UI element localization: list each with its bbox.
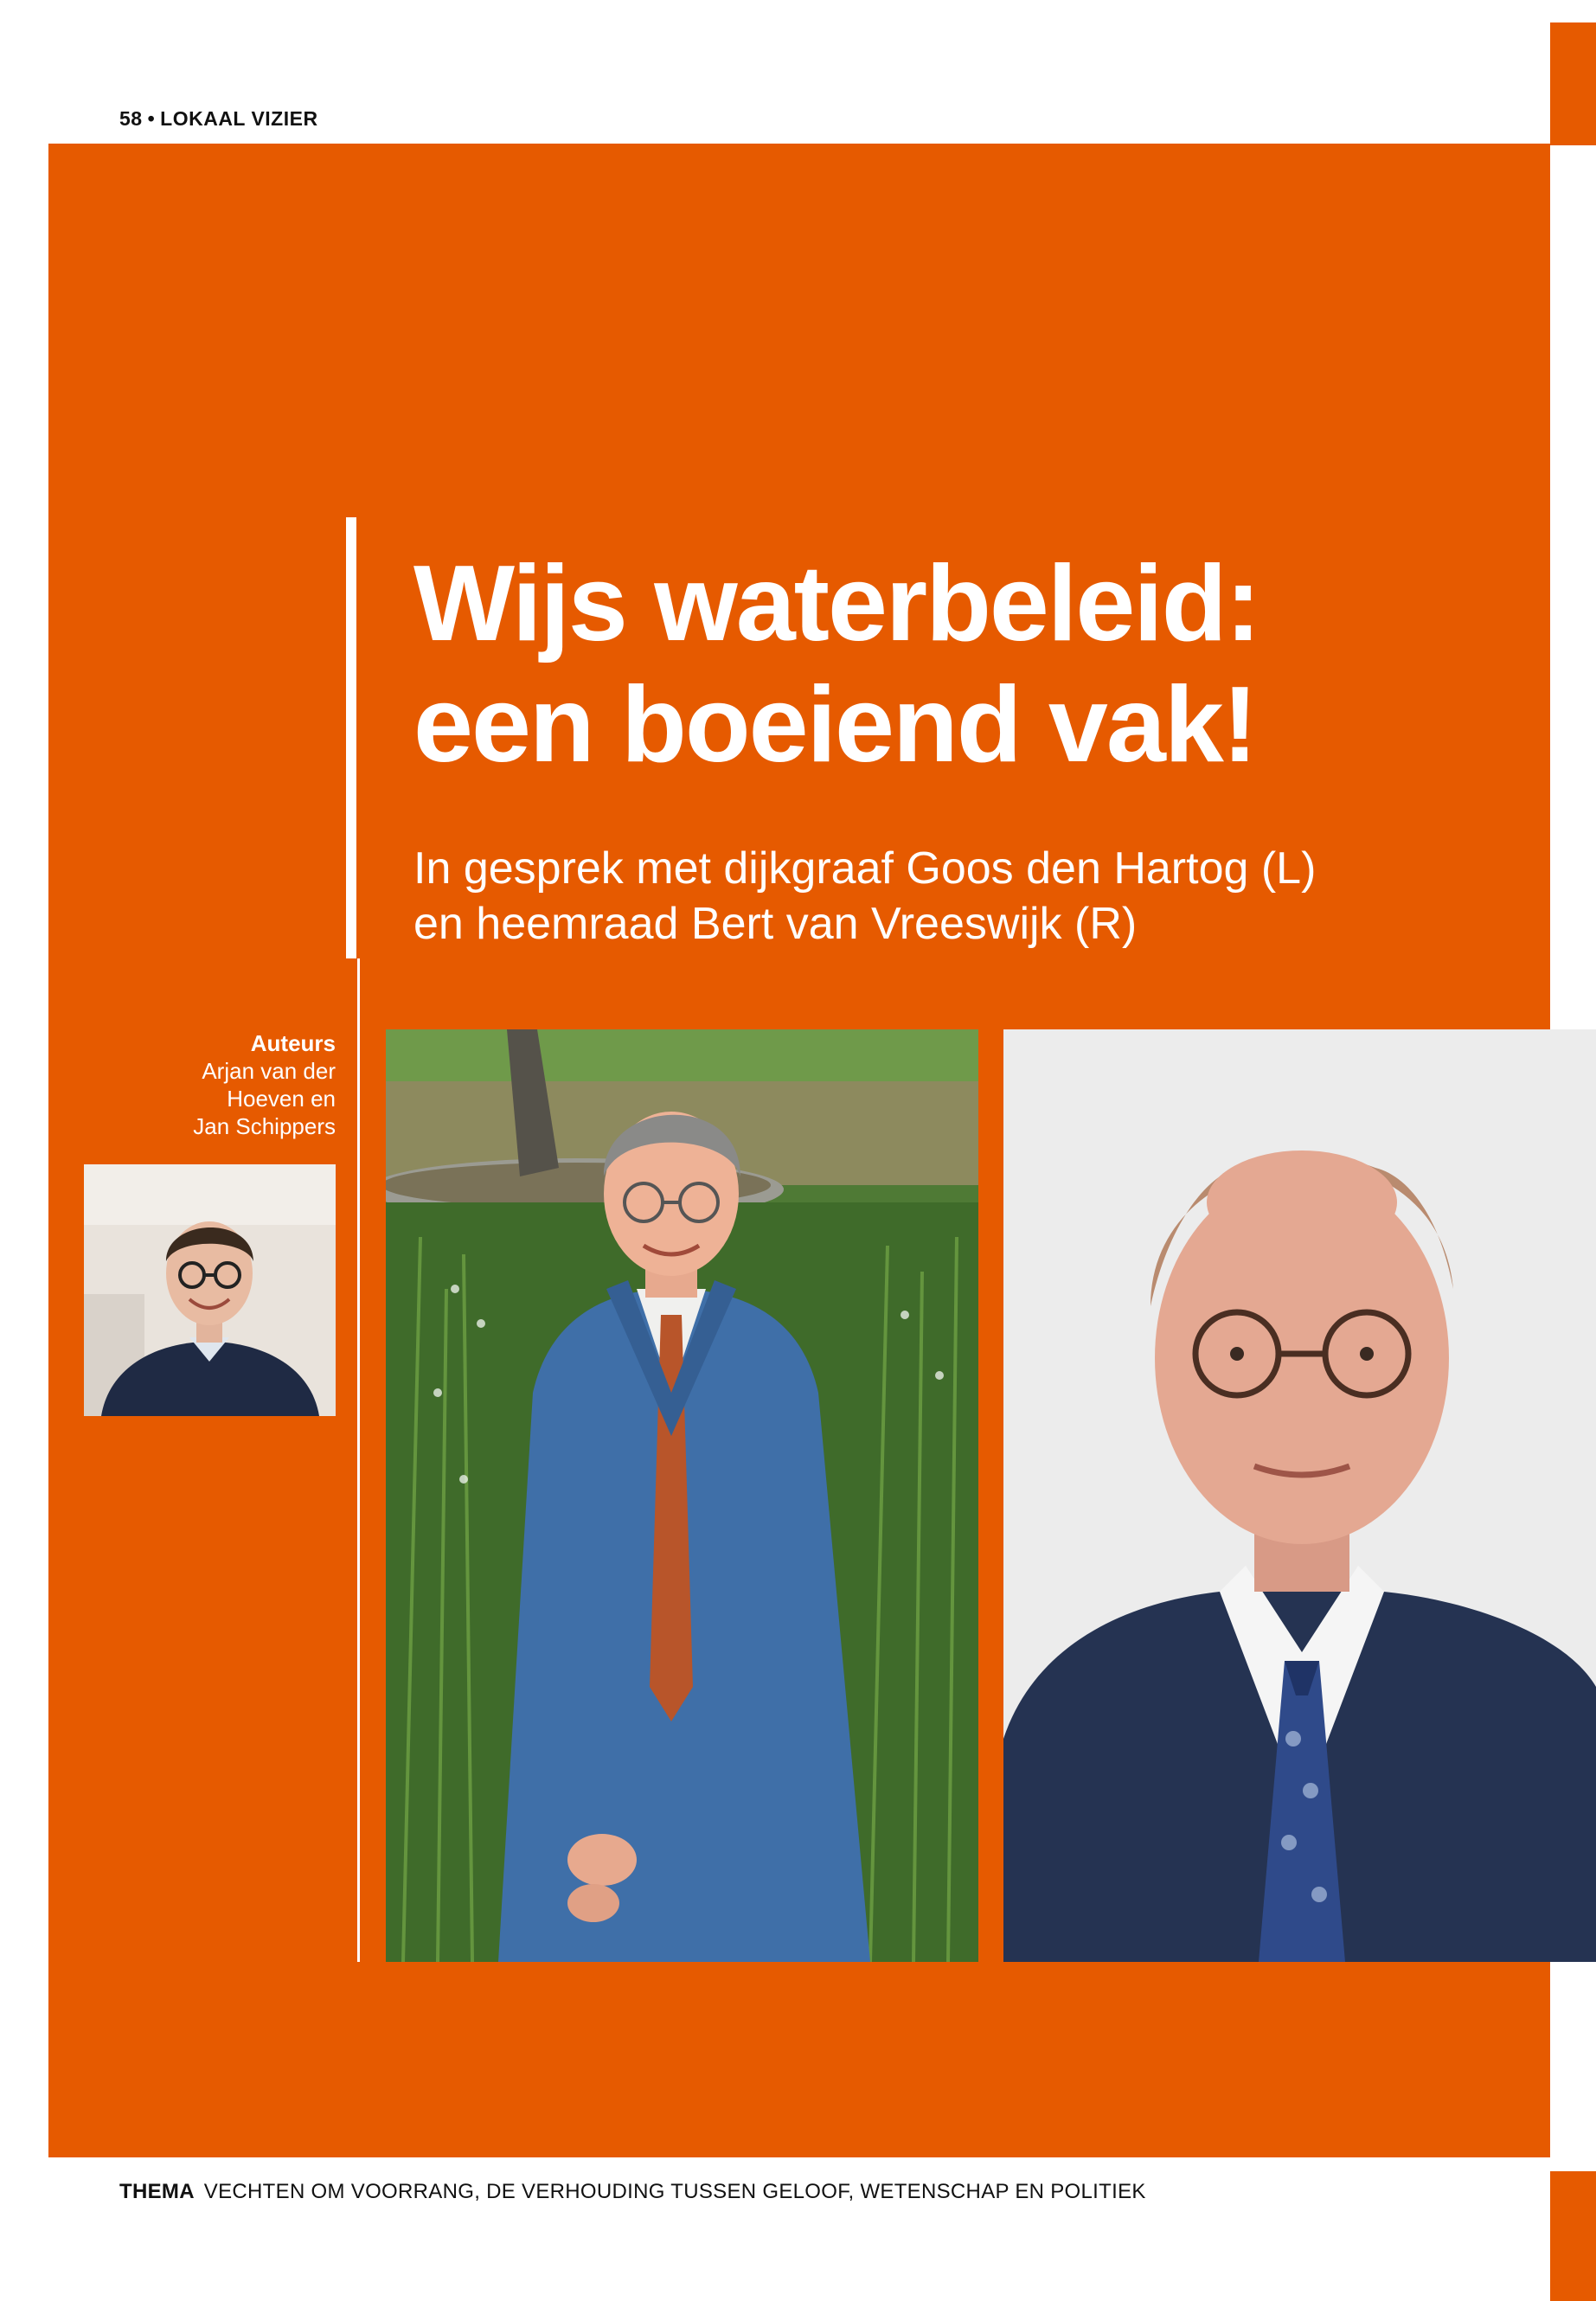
magazine-name: LOKAAL VIZIER xyxy=(160,107,318,130)
title-line-1: Wijs waterbeleid: xyxy=(413,544,1259,663)
article-title xyxy=(413,543,1259,785)
title-line-2: een boeiend vak! xyxy=(413,665,1257,785)
author-photo-illustration xyxy=(84,1164,336,1416)
subtitle-line-2: en heemraad Bert van Vreeswijk (R) xyxy=(413,899,1138,949)
title-accent-bar xyxy=(346,517,356,958)
edge-tab-bottom xyxy=(1550,2171,1596,2301)
heemraad-photo xyxy=(1003,1029,1596,1962)
edge-tab-top xyxy=(1550,22,1596,145)
heemraad-photo-illustration xyxy=(1003,1029,1596,1962)
authors-label: Auteurs xyxy=(250,1030,336,1056)
theme-footer xyxy=(119,2180,1146,2204)
dijkgraaf-photo-illustration xyxy=(386,1029,978,1962)
author-line-1: Arjan van der xyxy=(202,1058,336,1084)
subtitle-line-1: In gesprek met dijkgraaf Goos den Hartog (L) xyxy=(413,843,1317,894)
header-separator: • xyxy=(147,107,156,130)
article-subtitle xyxy=(413,841,1316,952)
author-line-2: Hoeven en xyxy=(227,1086,336,1112)
author-photo xyxy=(84,1164,336,1416)
theme-text: VECHTEN OM VOORRANG, DE VERHOUDING TUSSEN GELOOF, WETENSCHAP EN POLITIEK xyxy=(203,2180,1146,2203)
author-credits xyxy=(130,1029,336,1140)
page-header xyxy=(119,107,318,131)
author-line-3: Jan Schippers xyxy=(193,1113,336,1139)
theme-label: THEMA xyxy=(119,2180,195,2203)
dijkgraaf-photo xyxy=(386,1029,978,1962)
page-number: 58 xyxy=(119,107,143,130)
column-divider xyxy=(357,958,360,1962)
